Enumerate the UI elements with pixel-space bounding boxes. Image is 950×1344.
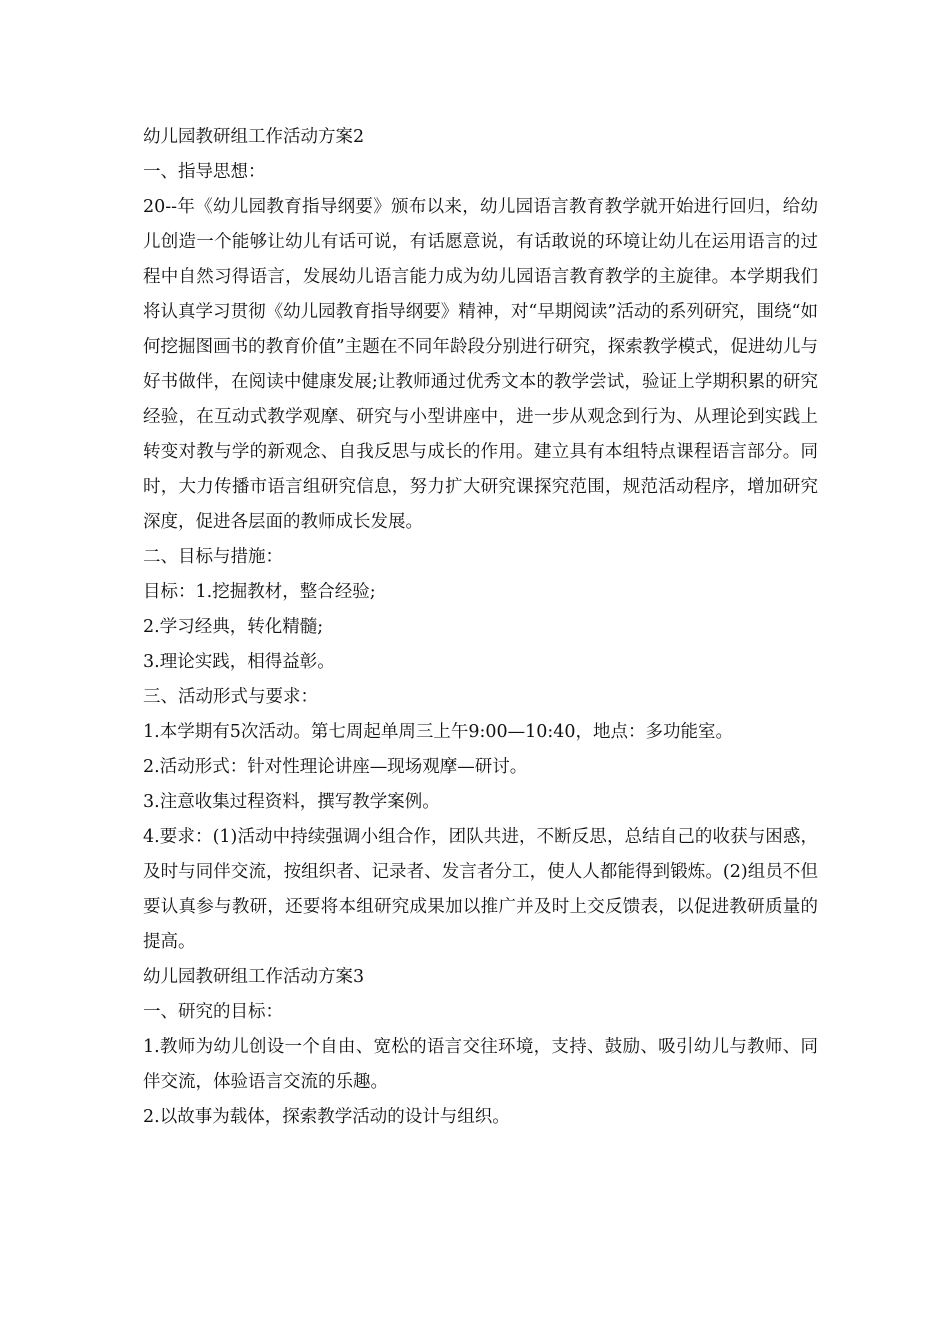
section-heading: 三、活动形式与要求： [143, 687, 318, 707]
list-item: 4.要求：(1)活动中持续强调小组合作，团队共进，不断反思，总结自己的收获与困惑，及时与同伴交流，按组织者、记录者、发言者分工，使人人都能得到锻炼。(2)组员不但要认真参与教研，还要将本组研究成果加以推广并及时上交反馈表，以促进教研质量的提高。 [143, 827, 818, 952]
list-item: 2.以故事为载体，探索教学活动的设计与组织。 [143, 1107, 510, 1127]
list-item: 目标：1.挖掘教材，整合经验; [143, 582, 376, 602]
list-item: 1.本学期有5次活动。第七周起单周三上午9:00—10:40，地点：多功能室。 [143, 722, 734, 742]
section-title: 幼儿园教研组工作活动方案2 [143, 127, 365, 147]
section-title: 幼儿园教研组工作活动方案3 [143, 967, 365, 987]
section-heading: 一、研究的目标： [143, 1002, 283, 1022]
document-body [143, 120, 818, 1135]
list-item: 3.理论实践，相得益彰。 [143, 652, 335, 672]
list-item: 3.注意收集过程资料，撰写教学案例。 [143, 792, 440, 812]
section-heading: 一、指导思想： [143, 162, 266, 182]
list-item: 2.活动形式：针对性理论讲座—现场观摩—研讨。 [143, 757, 528, 777]
list-item: 1.教师为幼儿创设一个自由、宽松的语言交往环境，支持、鼓励、吸引幼儿与教师、同伴交流，体验语言交流的乐趣。 [143, 1037, 818, 1092]
section-heading: 二、目标与措施： [143, 547, 283, 567]
list-item: 2.学习经典，转化精髓; [143, 617, 324, 637]
body-paragraph: 20--年《幼儿园教育指导纲要》颁布以来，幼儿园语言教育教学就开始进行回归，给幼儿创造一个能够让幼儿有话可说，有话愿意说，有话敢说的环境让幼儿在运用语言的过程中自然习得语言，发展幼儿语言能力成为幼儿园语言教育教学的主旋律。本学期我们将认真学习贯彻《幼儿园教育指导纲要》精神，对“早期阅读”活动的系列研究，围绕“如何挖掘图画书的教育价值”主题在不同年龄段分别进行研究，探索教学模式，促进幼儿与好书做伴，在阅读中健康发展;让教师通过优秀文本的教学尝试，验证上学期积累的研究经验，在互动式教学观摩、研究与小型讲座中，进一步从观念到行为、从理论到实践上转变对教与学的新观念、自我反思与成长的作用。建立具有本组特点课程语言部分。同时，大力传播市语言组研究信息，努力扩大研究课探究范围，规范活动程序，增加研究深度，促进各层面的教师成长发展。 [143, 197, 818, 532]
